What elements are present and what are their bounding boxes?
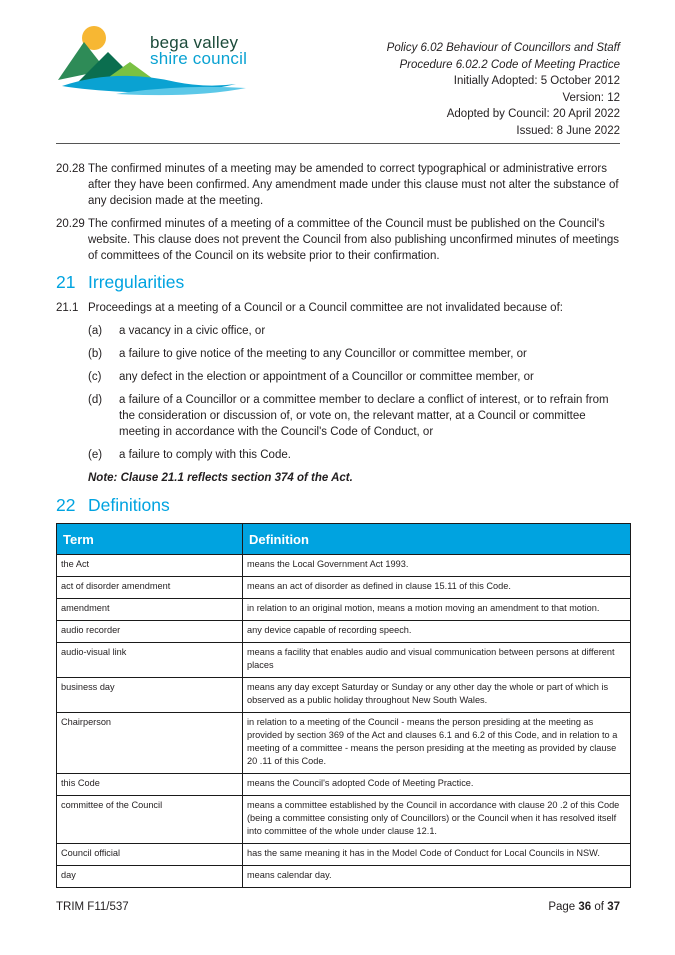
page-current: 36 <box>578 901 592 913</box>
list-item <box>88 323 620 339</box>
table-header-row <box>57 524 631 555</box>
term-cell: audio recorder <box>57 621 243 643</box>
term-cell: this Code <box>57 774 243 796</box>
issued-date: Issued: 8 June 2022 <box>516 124 620 137</box>
definition-cell: in relation to an original motion, means a motion moving an amendment to that motion. <box>243 599 631 621</box>
term-cell: act of disorder amendment <box>57 577 243 599</box>
definition-cell: means an act of disorder as defined in clause 15.11 of this Code. <box>243 577 631 599</box>
page-header <box>56 22 620 140</box>
table-row <box>57 713 631 774</box>
definition-cell: has the same meaning it has in the Model Code of Conduct for Local Councils in NSW. <box>243 844 631 866</box>
page-body <box>56 161 620 888</box>
table-row <box>57 621 631 643</box>
adopted-by-council: Adopted by Council: 20 April 2022 <box>446 108 620 120</box>
table-row <box>57 577 631 599</box>
term-cell: Council official <box>57 844 243 866</box>
item-text: any defect in the election or appointment of a Councillor or committee member, or <box>119 371 534 383</box>
list-item <box>88 369 620 385</box>
item-text: a failure to give notice of the meeting to any Councillor or committee member, or <box>119 348 527 360</box>
of-word: of <box>594 901 604 913</box>
item-label: (b) <box>88 348 103 360</box>
term-cell: Chairperson <box>57 713 243 774</box>
item-text: a failure of a Councillor or a committee member to declare a conflict of interest, or to refrain from the consideration or discussion of, or vote on, the relevant matter, at a Council or committee meeting in accordance with the Council's Code of Conduct, or <box>119 394 609 438</box>
table-row <box>57 866 631 888</box>
table-row <box>57 774 631 796</box>
item-label: (a) <box>88 325 103 337</box>
term-cell: business day <box>57 678 243 713</box>
item-label: (c) <box>88 371 102 383</box>
table-row <box>57 599 631 621</box>
logo-line1: bega valley <box>150 33 239 52</box>
logo-line2: shire council <box>150 49 248 68</box>
definitions-table <box>56 523 631 888</box>
page-total: 37 <box>607 901 620 913</box>
list-item <box>88 346 620 362</box>
column-header-term: Term <box>57 524 243 555</box>
page-footer <box>56 901 620 913</box>
clause-note: Note: Clause 21.1 reflects section 374 of the Act. <box>88 472 353 484</box>
definition-cell: means calendar day. <box>243 866 631 888</box>
term-cell: amendment <box>57 599 243 621</box>
trim-reference: TRIM F11/537 <box>56 901 129 913</box>
term-cell: day <box>57 866 243 888</box>
section-number: 22 <box>56 495 76 515</box>
term-cell: audio-visual link <box>57 643 243 678</box>
list-item <box>88 447 620 463</box>
item-label: (d) <box>88 394 103 406</box>
definition-cell: any device capable of recording speech. <box>243 621 631 643</box>
clause-number: 20.29 <box>56 218 85 230</box>
clause-text: Proceedings at a meeting of a Council or a Council committee are not invalidated because of: <box>88 302 563 314</box>
clause-number: 20.28 <box>56 163 85 175</box>
list-item <box>88 392 620 440</box>
table-row <box>57 555 631 577</box>
term-cell: the Act <box>57 555 243 577</box>
header-divider <box>56 143 620 144</box>
table-row <box>57 796 631 844</box>
clause-text: The confirmed minutes of a meeting of a committee of the Council must be published on the Council's website. This clause does not prevent the Council from also publishing unconfirmed minutes of meetings of committees of the Council on its website prior to their confirmation. <box>88 218 619 262</box>
initially-adopted: Initially Adopted: 5 October 2012 <box>453 75 620 87</box>
table-row <box>57 844 631 866</box>
section-title: Irregularities <box>88 272 185 292</box>
table-row <box>57 643 631 678</box>
definition-cell: means the Local Government Act 1993. <box>243 555 631 577</box>
definition-cell: means the Council's adopted Code of Meeting Practice. <box>243 774 631 796</box>
version: Version: 12 <box>562 91 620 104</box>
item-text: a failure to comply with this Code. <box>119 449 291 461</box>
item-text: a vacancy in a civic office, or <box>119 325 266 337</box>
clause-21-1 <box>56 300 620 316</box>
page-word: Page <box>548 901 576 913</box>
section-number: 21 <box>56 272 76 292</box>
procedure-title: Procedure 6.02.2 Code of Meeting Practice <box>399 58 620 71</box>
clause-20-28 <box>56 161 620 209</box>
definition-cell: in relation to a meeting of the Council - means the person presiding at the meeting as provided by section 369 of the Act and clauses 6.1 and 6.2 of this Code, and in relation to a meeting of a committee - means the person presiding at the meeting as provided by clause 20 .11 of this Code. <box>243 713 631 774</box>
table-row <box>57 678 631 713</box>
clause-number: 21.1 <box>56 302 79 314</box>
column-header-definition: Definition <box>243 524 631 555</box>
term-cell: committee of the Council <box>57 796 243 844</box>
definition-cell: means a facility that enables audio and visual communication between persons at different places <box>243 643 631 678</box>
policy-title: Policy 6.02 Behaviour of Councillors and Staff <box>386 42 620 54</box>
item-label: (e) <box>88 449 103 461</box>
section-21-heading <box>56 271 620 293</box>
clause-20-29 <box>56 216 620 264</box>
definition-cell: means a committee established by the Council in accordance with clause 20 .2 of this Code (being a committee consisting only of Councillors) or the Council when it has resolved itself into committee of the whole under clause 12.1. <box>243 796 631 844</box>
clause-text: The confirmed minutes of a meeting may be amended to correct typographical or administrative errors after they have been confirmed. Any amendment made under this clause must not alter the substance of any decision made at the meeting. <box>88 163 619 207</box>
section-22-heading <box>56 494 620 516</box>
document-meta <box>387 40 620 139</box>
council-logo <box>56 22 286 100</box>
definition-cell: means any day except Saturday or Sunday or any other day the whole or part of which is observed as a public holiday throughout New South Wales. <box>243 678 631 713</box>
section-title: Definitions <box>88 495 170 515</box>
page-number <box>548 901 620 913</box>
